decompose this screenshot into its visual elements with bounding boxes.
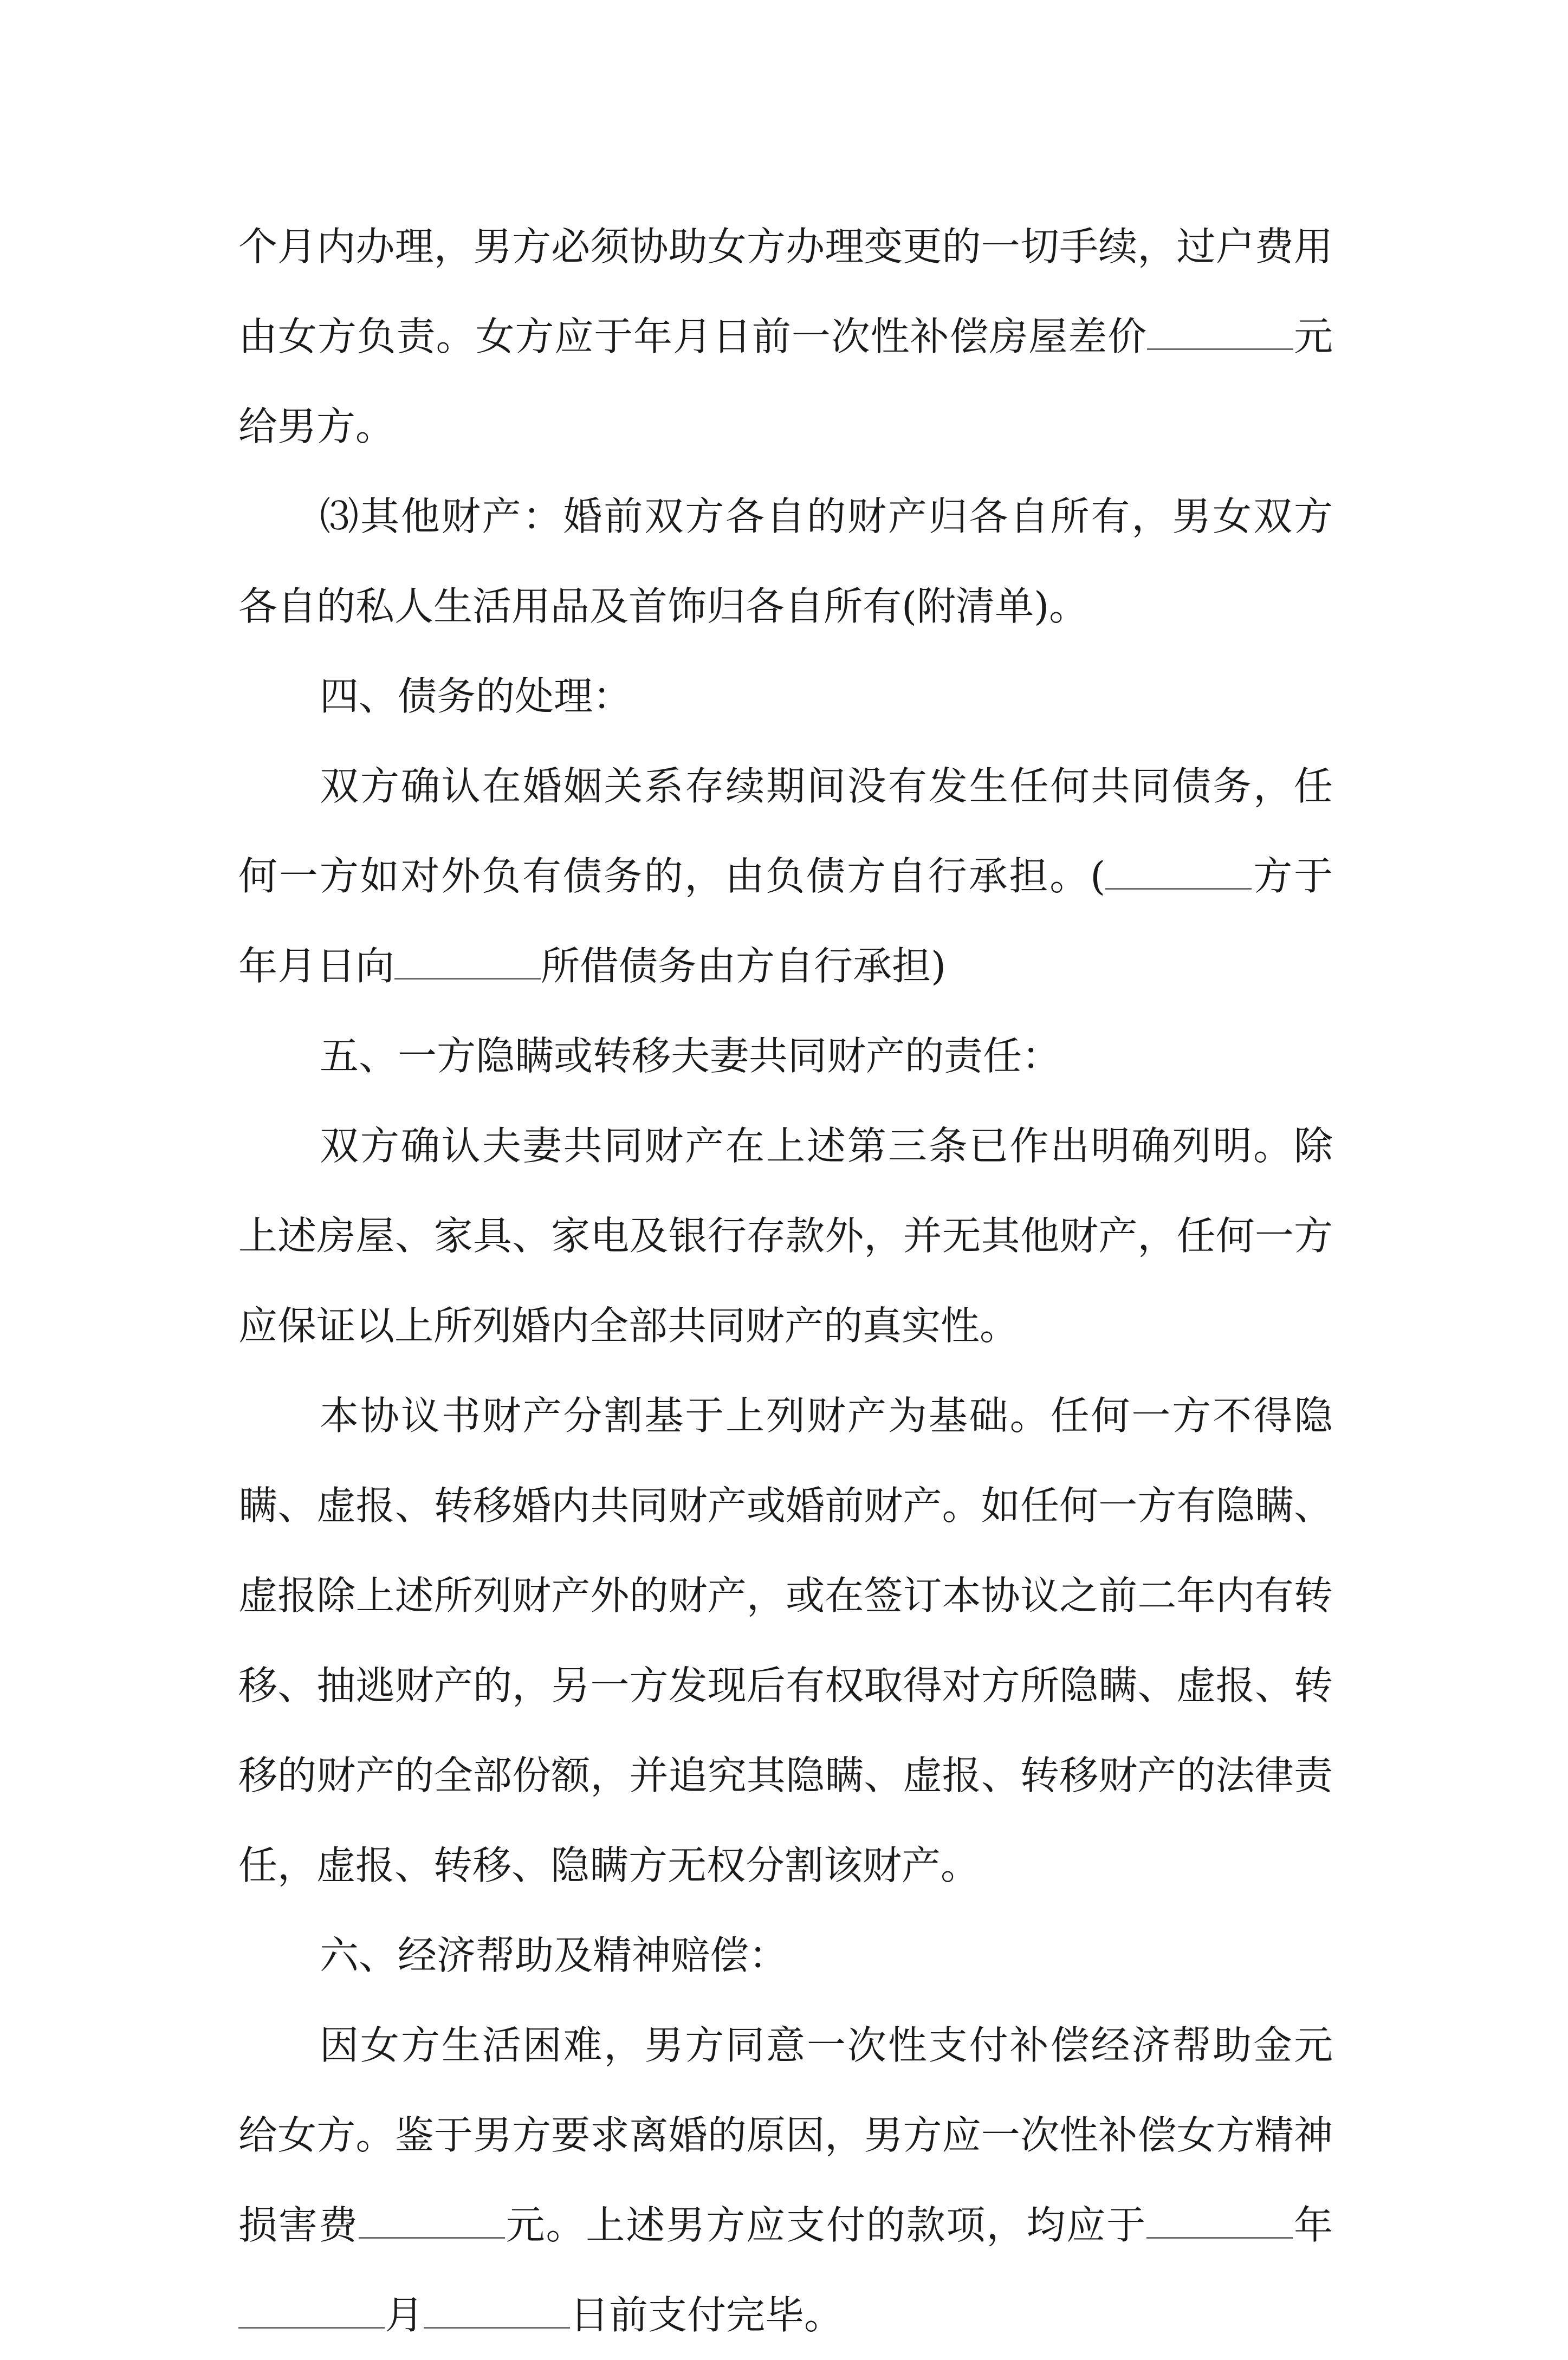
paragraph (238, 1101, 1333, 1371)
paragraph (238, 202, 1333, 471)
paragraph-text: 双方确认在婚姻关系存续期间没有发生任何共同债务，任何一方如对外负有债务的，由负债方自行承担。( (238, 763, 1333, 899)
fill-in-blank (1146, 2207, 1293, 2239)
paragraph-text: 四、债务的处理： (320, 673, 632, 719)
paragraph (238, 1011, 1333, 1101)
paragraph-text: ⑶其他财产：婚前双方各自的财产归各自所有，男女双方各自的私人生活用品及首饰归各自所有(附清单)。 (238, 494, 1333, 629)
paragraph (238, 2000, 1333, 2360)
paragraph-text: 元给男方。 (238, 314, 1333, 449)
paragraph-text: 方于年月日向 (238, 853, 1333, 989)
paragraph-text: 双方确认夫妻共同财产在上述第三条已作出明确列明。除上述房屋、家具、家电及银行存款外，并无其他财产，任何一方应保证以上所列婚内全部共同财产的真实性。 (238, 1123, 1333, 1348)
paragraph (238, 741, 1333, 1011)
paragraph (238, 1371, 1333, 1910)
paragraph-text: 六、经济帮助及精神赔偿： (320, 1933, 788, 1978)
fill-in-blank (1147, 318, 1293, 350)
fill-in-blank (424, 2297, 570, 2329)
paragraph-text: 个月内办理，男方必须协助女方办理变更的一切手续，过户费用由女方负责。女方应于年月日前一次性补偿房屋差价 (238, 224, 1333, 359)
paragraph (238, 1910, 1333, 2000)
paragraph-text: 日前支付完毕。 (570, 2292, 844, 2338)
fill-in-blank (359, 2207, 505, 2239)
paragraph-text: 元。上述男方应支付的款项，均应于 (504, 2202, 1147, 2248)
paragraph (238, 471, 1333, 651)
paragraph-text: 本协议书财产分割基于上列财产为基础。任何一方不得隐瞒、虚报、转移婚内共同财产或婚前财产。如任何一方有隐瞒、虚报除上述所列财产外的财产，或在签订本协议之前二年内有转移、抽逃财产的，另一方发现后有权取得对方所隐瞒、虚报、转移的财产的全部份额，并追究其隐瞒、虚报、转移财产的法律责任，虚报、转移、隐瞒方无权分割该财产。 (238, 1393, 1333, 1888)
paragraph (238, 651, 1333, 741)
fill-in-blank (238, 2297, 385, 2329)
fill-in-blank (1105, 858, 1252, 890)
paragraph-text: 五、一方隐瞒或转移夫妻共同财产的责任： (320, 1033, 1061, 1079)
paragraph-text: 月 (385, 2292, 424, 2338)
paragraph-text: 所借债务由方自行承担) (541, 943, 947, 989)
document-body (238, 202, 1333, 2360)
fill-in-blank (394, 948, 541, 980)
paragraph-text: 年 (1293, 2202, 1333, 2248)
paragraph-text: 因女方生活困难，男方同意一次性支付补偿经济帮助金元给女方。鉴于男方要求离婚的原因，男方应一次性补偿女方精神损害费 (238, 2022, 1333, 2248)
